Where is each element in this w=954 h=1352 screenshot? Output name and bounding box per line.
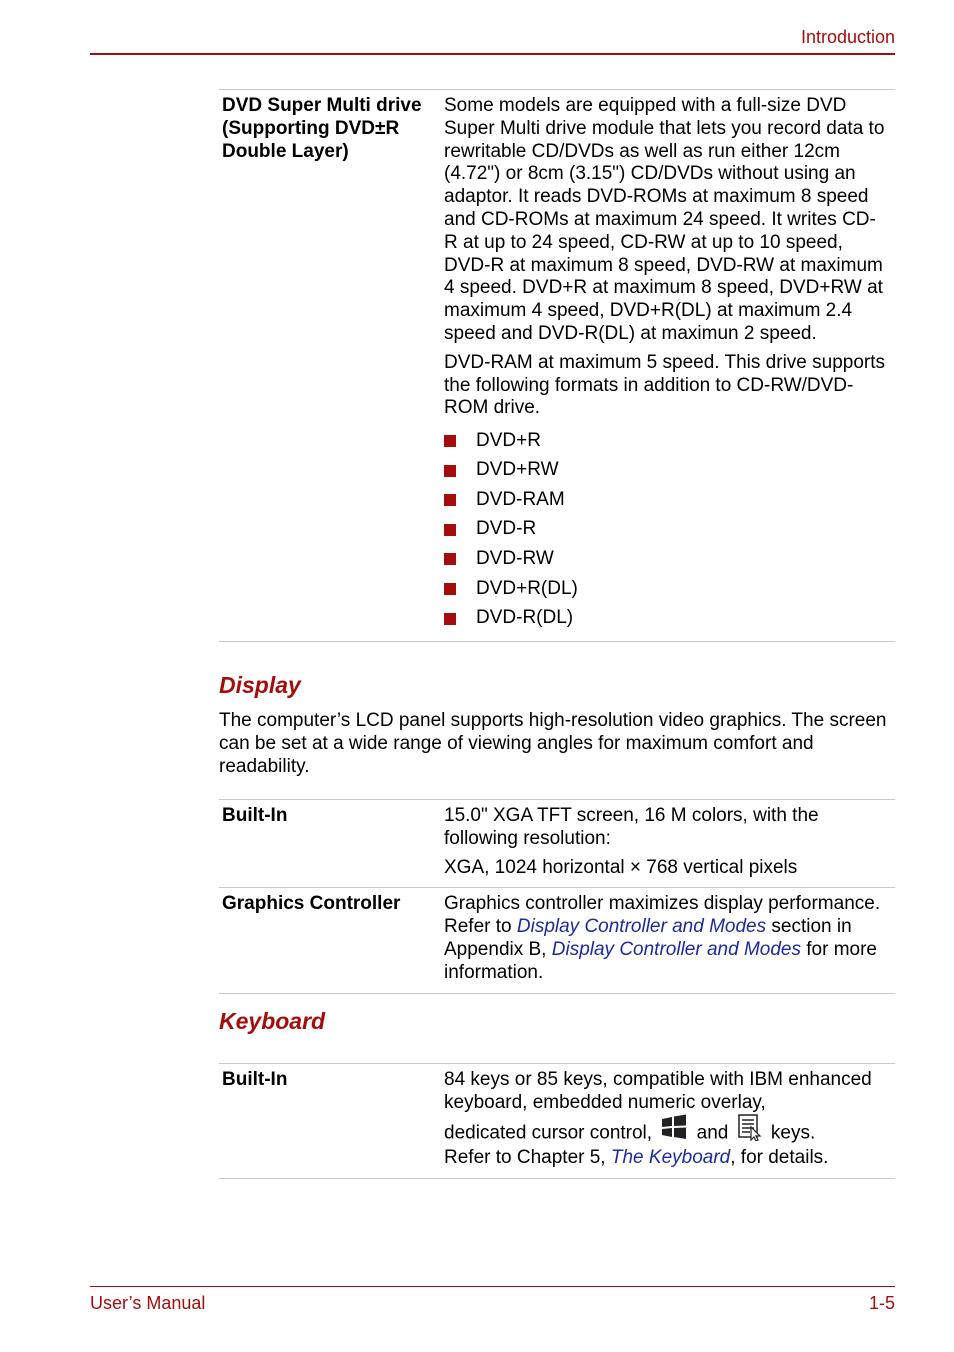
table-row — [219, 89, 895, 642]
windows-key-icon — [659, 1113, 689, 1148]
list-item: DVD-R(DL) — [444, 604, 887, 634]
keyboard-heading: Keyboard — [219, 1008, 326, 1034]
table-row — [219, 799, 895, 887]
table-row — [219, 1063, 895, 1179]
row-value: 84 keys or 85 keys, compatible with IBM enhanced keyboard, embedded numeric overlay, dedicated cursor control, and keys. Refer to Chapter 5, The Keyboard, for details. — [444, 1069, 872, 1169]
row-value: Graphics controller maximizes display performance. Refer to Display Controller and Modes section in Appendix B, Display Controller and Modes for more information. — [444, 893, 881, 983]
application-key-icon — [736, 1113, 764, 1148]
display-spec-table — [219, 799, 895, 994]
page-number: 1-5 — [868, 1293, 895, 1313]
display-controller-link[interactable]: Display Controller and Modes — [516, 916, 767, 938]
drive-spec-table — [219, 89, 895, 642]
list-item: DVD-RW — [444, 545, 887, 575]
display-heading: Display — [219, 672, 301, 698]
header-section-title: Introduction — [800, 27, 895, 47]
footer-manual-title: User’s Manual — [90, 1293, 206, 1313]
drive-formats-intro: DVD-RAM at maximum 5 speed. This drive supports the following formats in addition to CD-RW/DVD-ROM drive. — [444, 351, 886, 419]
bullet-square-icon — [444, 553, 456, 565]
list-item: DVD+R(DL) — [444, 574, 887, 604]
bullet-square-icon — [444, 524, 456, 536]
row-value — [444, 95, 895, 633]
list-item: DVD-R — [444, 515, 887, 545]
row-value: 15.0" XGA TFT screen, 16 M colors, with the following resolution: XGA, 1024 horizontal × 768 vertical pixels — [444, 805, 819, 878]
bullet-square-icon — [444, 613, 456, 625]
drive-description: Some models are equipped with a full-size DVD Super Multi drive module that lets you record data to rewritable CD/DVDs as well as run either 12cm (4.72") or 8cm (3.15") CD/DVDs without using an adaptor. It reads DVD-ROMs at maximum 8 speed and CD-ROMs at maximum 24 speed. It writes CD-R at up to 24 speed, CD-RW at up to 10 speed, DVD-R at maximum 8 speed, DVD-RW at maximum 4 speed. DVD+R at maximum 8 speed, DVD+RW at maximum 4 speed, DVD+R(DL) at maximum 2.4 speed and DVD-R(DL) at maximun 2 speed. — [444, 95, 885, 344]
bullet-square-icon — [444, 435, 456, 447]
list-item: DVD+RW — [444, 456, 887, 486]
keyboard-spec-table — [219, 1063, 895, 1179]
header-rule — [90, 53, 895, 55]
list-item: DVD+R — [444, 426, 887, 456]
bullet-square-icon — [444, 494, 456, 506]
row-label: Built-In — [222, 805, 288, 826]
table-row — [219, 887, 895, 993]
list-item: DVD-RAM — [444, 485, 887, 515]
row-label: Graphics Controller — [222, 893, 401, 915]
bullet-square-icon — [444, 583, 456, 595]
row-label: DVD Super Multi drive (Supporting DVD±R Double Layer) — [222, 95, 422, 162]
format-list — [444, 426, 887, 633]
bullet-square-icon — [444, 465, 456, 477]
footer-rule — [90, 1286, 895, 1287]
display-intro: The computer’s LCD panel supports high-resolution video graphics. The screen can be set at a wide range of viewing angles for maximum comfort and readability. — [219, 710, 887, 777]
display-controller-appendix-link[interactable]: Display Controller and Modes — [551, 938, 801, 960]
row-label: Built-In — [222, 1069, 288, 1090]
keyboard-chapter-link[interactable]: The Keyboard — [610, 1147, 731, 1169]
